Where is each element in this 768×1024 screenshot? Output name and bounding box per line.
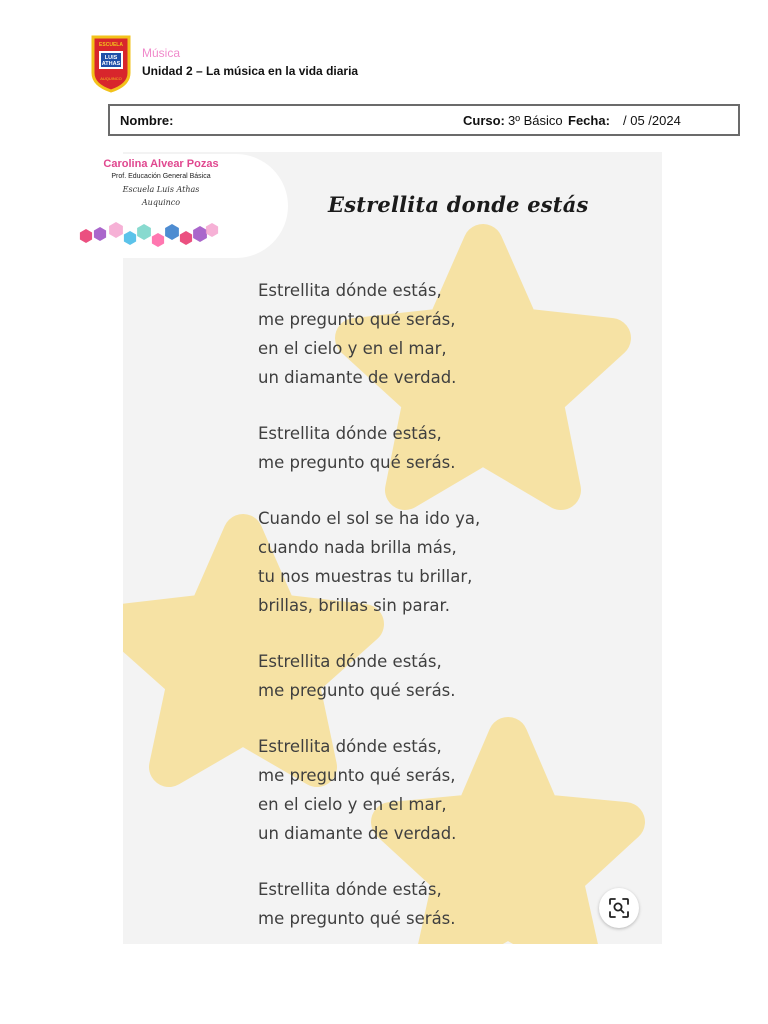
logo-text-bottom: AUQUINCO <box>100 76 122 81</box>
fecha-value: / 05 /2024 <box>623 113 681 128</box>
lyric-line: me pregunto qué serás, <box>258 766 456 785</box>
lyric-line: Estrellita dónde estás, <box>258 880 442 899</box>
lyric-line: brillas, brillas sin parar. <box>258 596 451 615</box>
subject-label: Música <box>142 46 181 60</box>
stanza-5 <box>258 732 628 848</box>
hexagon-shape <box>180 231 192 245</box>
logo-text-athas: ATHAS <box>101 61 121 67</box>
teacher-school: Escuela Luis Athas <box>122 185 200 194</box>
song-card <box>123 152 662 944</box>
lyric-line: Cuando el sol se ha ido ya, <box>258 509 481 528</box>
stanza-4 <box>258 647 628 705</box>
hexagon-shape <box>193 226 207 242</box>
logo-text-top: ESCUELA <box>99 42 123 48</box>
lyric-line: un diamante de verdad. <box>258 824 457 843</box>
student-info-box <box>108 104 740 136</box>
stanza-6 <box>258 875 628 933</box>
lyric-line: un diamante de verdad. <box>258 368 457 387</box>
zoom-button[interactable] <box>599 888 639 928</box>
hexagon-shape <box>124 231 136 245</box>
hexagon-shape <box>206 223 218 237</box>
hexagon-shape <box>152 233 164 247</box>
lyric-line: me pregunto qué serás, <box>258 310 456 329</box>
hexagon-decoration <box>78 220 228 256</box>
hexagon-shape <box>94 227 106 241</box>
lyric-line: Estrellita dónde estás, <box>258 737 442 756</box>
lyric-line: me pregunto qué serás. <box>258 909 456 928</box>
stanza-3 <box>258 504 628 620</box>
curso-value: 3º Básico <box>508 113 563 128</box>
teacher-place: Auquinco <box>141 198 181 207</box>
lyric-line: cuando nada brilla más, <box>258 538 457 557</box>
teacher-stamp <box>78 154 288 258</box>
hexagon-shape <box>137 224 151 240</box>
curso-label: Curso: <box>463 113 505 128</box>
hexagon-shape <box>80 229 92 243</box>
lyric-line: en el cielo y en el mar, <box>258 339 447 358</box>
teacher-name: Carolina Alvear Pozas <box>103 158 219 170</box>
song-lyrics <box>258 276 628 944</box>
fecha-label: Fecha: <box>568 113 610 128</box>
lyric-line: me pregunto qué serás. <box>258 681 456 700</box>
lyric-line: tu nos muestras tu brillar, <box>258 567 473 586</box>
logo-text-luis: LUIS <box>104 55 118 61</box>
hexagon-shape <box>109 222 123 238</box>
lyric-line: me pregunto qué serás. <box>258 453 456 472</box>
teacher-role: Prof. Educación General Básica <box>111 173 211 180</box>
zoom-search-icon <box>608 897 630 919</box>
school-logo <box>90 35 132 93</box>
stanza-2 <box>258 419 628 477</box>
lyric-line: Estrellita dónde estás, <box>258 281 442 300</box>
hexagon-shape <box>165 224 179 240</box>
song-title: Estrellita donde estás <box>328 192 589 217</box>
lyric-line: Estrellita dónde estás, <box>258 652 442 671</box>
stanza-1 <box>258 276 628 392</box>
nombre-label: Nombre: <box>120 113 174 128</box>
unit-title: Unidad 2 – La música en la vida diaria <box>142 64 359 78</box>
lyric-line: en el cielo y en el mar, <box>258 795 447 814</box>
lyric-line: Estrellita dónde estás, <box>258 424 442 443</box>
